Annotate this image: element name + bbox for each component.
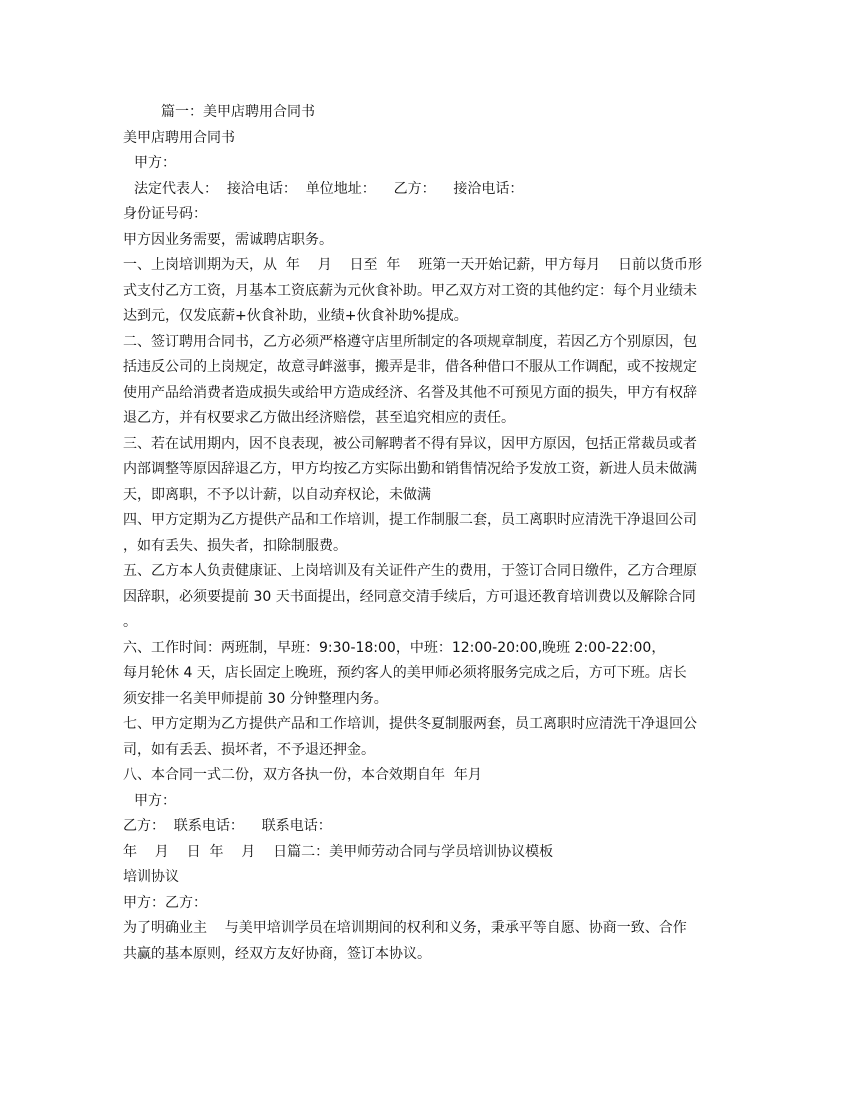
document-page bbox=[123, 100, 728, 967]
paragraph-line: 天，即离职，不予以计薪，以自动弃权论，未做满 bbox=[123, 486, 431, 503]
paragraph-line: 四、甲方定期为乙方提供产品和工作培训，提工作制服二套，员工离职时应清洗干净退回公司 bbox=[123, 512, 697, 528]
paragraph-line: 六、工作时间：两班制，早班：9:30-18:00，中班：12:00-20:00,晚班 2:00-22:00， bbox=[123, 639, 666, 656]
section-title-1: 篇一：美甲店聘用合同书 bbox=[161, 104, 315, 120]
paragraph-line: 甲方因业务需要，需诚聘店职务。 bbox=[123, 231, 333, 248]
paragraph-line: 一、上岗培训期为天，从 年 月 日至 年 班第一天开始记薪，甲方每月 日前以货币形 bbox=[123, 257, 703, 273]
paragraph-line: 二、签订聘用合同书，乙方必须严格遵守店里所制定的各项规章制度，若因乙方个别原因，包 bbox=[123, 333, 697, 350]
party-info-line: 法定代表人： 接洽电话： 单位地址： 乙方： 接洽电话： bbox=[134, 180, 524, 197]
agreement-title: 培训协议 bbox=[123, 869, 179, 885]
paragraph-line: 八、本合同一式二份，双方各执一份，本合效期自年 年月 bbox=[123, 767, 482, 783]
paragraph-line: 每月轮休 4 天，店长固定上晚班，预约客人的美甲师必须将服务完成之后，方可下班。店长 bbox=[123, 665, 687, 681]
paragraph-line: 内部调整等原因辞退乙方，甲方均按乙方实际出勤和销售情况给予发放工资，新进人员未做满 bbox=[123, 461, 697, 477]
paragraph-line: 司，如有丢丢、损坏者，不予退还押金。 bbox=[123, 741, 375, 758]
paragraph-line: ，如有丢失、损失者，扣除制服费。 bbox=[123, 537, 347, 554]
party-b-signature: 乙方： 联系电话： 联系电话： bbox=[123, 818, 332, 834]
paragraph-line: 须安排一名美甲师提前 30 分钟整理内务。 bbox=[123, 690, 388, 707]
paragraph-line: 退乙方，并有权要求乙方做出经济赔偿，甚至追究相应的责任。 bbox=[123, 410, 515, 426]
paragraph-line: 共赢的基本原则，经双方友好协商，签订本协议。 bbox=[123, 945, 431, 962]
date-and-section-title-2: 年 月 日 年 月 日篇二：美甲师劳动合同与学员培训协议模板 bbox=[123, 843, 554, 860]
paragraph-line: 使用产品给消费者造成损失或给甲方造成经济、名誉及其他不可预见方面的损失，甲方有权辞 bbox=[123, 384, 697, 401]
paragraph-line: 。 bbox=[123, 614, 137, 630]
paragraph-line: 括违反公司的上岗规定，故意寻衅滋事，搬弄是非，借各种借口不服从工作调配，或不按规定 bbox=[123, 359, 697, 375]
paragraph-line: 达到元，仅发底薪+伙食补助，业绩+伙食补助%提成。 bbox=[123, 308, 468, 324]
paragraph-line: 五、乙方本人负责健康证、上岗培训及有关证件产生的费用，于签订合同日缴件，乙方合理原 bbox=[123, 563, 697, 579]
id-number-line: 身份证号码： bbox=[123, 206, 207, 222]
paragraph-line: 三、若在试用期内，因不良表现，被公司解聘者不得有异议，因甲方原因，包括正常裁员或者 bbox=[123, 435, 697, 452]
party-a-signature: 甲方： bbox=[134, 792, 176, 809]
paragraph-line: 因辞职，必须要提前 30 天书面提出，经同意交清手续后，方可退还教育培训费以及解除合同 bbox=[123, 588, 696, 605]
paragraph-line: 式支付乙方工资，月基本工资底薪为元伙食补助。甲乙双方对工资的其他约定：每个月业绩未 bbox=[123, 282, 697, 299]
paragraph-line: 为了明确业主 与美甲培训学员在培训期间的权利和义务，秉承平等自愿、协商一致、合作 bbox=[123, 920, 687, 936]
paragraph-line: 七、甲方定期为乙方提供产品和工作培训，提供冬夏制服两套，员工离职时应清洗干净退回公 bbox=[123, 716, 697, 732]
agreement-parties: 甲方：乙方： bbox=[123, 894, 207, 911]
party-a-label: 甲方： bbox=[134, 155, 176, 171]
contract-title: 美甲店聘用合同书 bbox=[123, 129, 235, 146]
